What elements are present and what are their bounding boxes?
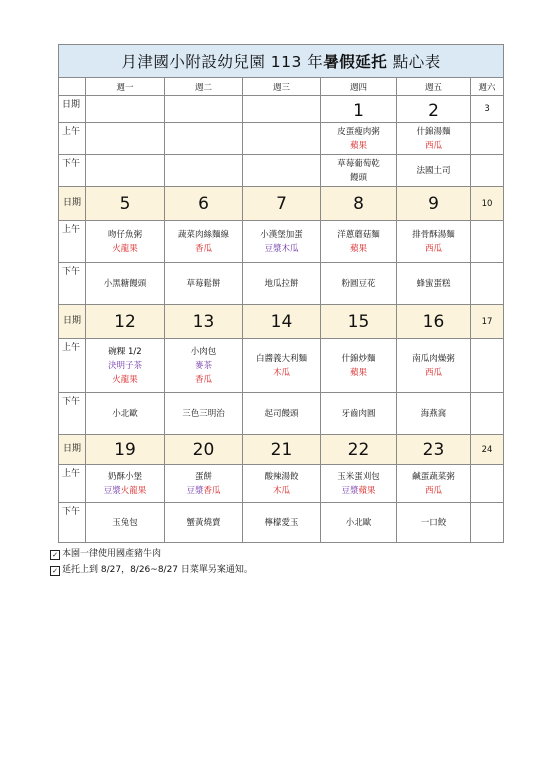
- menu-line: [86, 407, 164, 421]
- pm-cell-tue: [165, 263, 243, 305]
- menu-item: 蘋果: [349, 140, 367, 151]
- pm-cell-sat: [471, 155, 504, 187]
- row-label-pm: 下午: [59, 393, 86, 435]
- am-cell-fri: [397, 339, 471, 393]
- am-cell-tue: [165, 465, 243, 503]
- date-row: [59, 435, 504, 465]
- am-cell-wed: [243, 221, 321, 263]
- note-item: [50, 562, 253, 578]
- menu-line: [321, 407, 396, 421]
- menu-item: 牙齒肉圓: [341, 408, 376, 419]
- menu-line: [321, 277, 396, 291]
- header-mon: 週一: [86, 78, 165, 96]
- date-cell-thu: 8: [321, 187, 397, 221]
- menu-line: [86, 373, 164, 387]
- menu-line: [321, 484, 396, 498]
- date-cell-wed: [243, 96, 321, 123]
- am-cell-tue: [165, 221, 243, 263]
- snack-menu-table: [58, 44, 504, 543]
- menu-line: [397, 228, 470, 242]
- am-cell-wed: [243, 123, 321, 155]
- row-label-date: 日期: [59, 305, 86, 339]
- date-cell-tue: 20: [165, 435, 243, 465]
- row-label-am: 上午: [59, 339, 86, 393]
- note-text: 延托上到 8/27，8/26~8/27 日菜單另案通知。: [62, 565, 253, 575]
- menu-item: 小漢堡加蛋: [260, 229, 303, 240]
- snack-menu-sheet: [58, 44, 503, 543]
- title-prefix: 月津國小附設幼兒園 113 年: [121, 53, 324, 71]
- date-cell-fri: 23: [397, 435, 471, 465]
- menu-item: 皮蛋瘦肉粥: [337, 126, 380, 137]
- menu-line: [397, 277, 470, 291]
- menu-item: 蘋果: [358, 485, 376, 496]
- menu-item: 決明子茶: [107, 360, 142, 371]
- am-cell-mon: [86, 465, 165, 503]
- row-label-pm: 下午: [59, 155, 86, 187]
- date-cell-mon: [86, 96, 165, 123]
- menu-line: [165, 277, 242, 291]
- menu-line: [397, 470, 470, 484]
- menu-item: 排骨酥湯麵: [412, 229, 455, 240]
- menu-line: [165, 373, 242, 387]
- pm-cell-fri: [397, 393, 471, 435]
- date-cell-tue: 6: [165, 187, 243, 221]
- menu-item: 木瓜: [272, 485, 290, 496]
- row-label-am: 上午: [59, 221, 86, 263]
- menu-item: 香瓜: [194, 374, 212, 385]
- menu-line: [86, 277, 164, 291]
- header-corner: [59, 78, 86, 96]
- menu-item: 起司饅頭: [264, 408, 299, 419]
- date-cell-sat: 24: [471, 435, 504, 465]
- menu-line: [243, 407, 320, 421]
- menu-line: [86, 484, 164, 498]
- date-cell-tue: [165, 96, 243, 123]
- date-row: [59, 96, 504, 123]
- menu-item: 地瓜拉餅: [264, 278, 299, 289]
- menu-line: [86, 228, 164, 242]
- menu-line: [397, 352, 470, 366]
- pm-cell-thu: [321, 263, 397, 305]
- date-cell-tue: 13: [165, 305, 243, 339]
- am-cell-fri: [397, 221, 471, 263]
- pm-row: [59, 503, 504, 543]
- date-cell-fri: 9: [397, 187, 471, 221]
- pm-cell-sat: [471, 393, 504, 435]
- menu-line: [165, 345, 242, 359]
- am-cell-tue: [165, 123, 243, 155]
- menu-line: [165, 359, 242, 373]
- pm-cell-sat: [471, 503, 504, 543]
- menu-item: 小肉包: [190, 346, 217, 357]
- menu-item: 小北歐: [345, 517, 372, 528]
- menu-line: [243, 352, 320, 366]
- am-cell-thu: [321, 465, 397, 503]
- date-cell-wed: 7: [243, 187, 321, 221]
- checkbox-checked-icon: ✓: [50, 550, 60, 560]
- row-label-date: 日期: [59, 435, 86, 465]
- am-row: [59, 339, 504, 393]
- menu-line: [243, 470, 320, 484]
- am-cell-fri: [397, 465, 471, 503]
- menu-line: [321, 242, 396, 256]
- menu-line: [321, 470, 396, 484]
- menu-item: 西瓜: [424, 243, 442, 254]
- menu-line: [397, 366, 470, 380]
- pm-row: [59, 263, 504, 305]
- pm-cell-sat: [471, 263, 504, 305]
- am-cell-mon: [86, 339, 165, 393]
- pm-cell-wed: [243, 155, 321, 187]
- date-cell-mon: 5: [86, 187, 165, 221]
- date-row: [59, 305, 504, 339]
- header-tue: 週二: [165, 78, 243, 96]
- menu-line: [243, 516, 320, 530]
- menu-line: [243, 277, 320, 291]
- checkbox-checked-icon: ✓: [50, 566, 60, 576]
- menu-line: [321, 366, 396, 380]
- pm-cell-wed: [243, 263, 321, 305]
- date-cell-thu: 1: [321, 96, 397, 123]
- title-emphasis: 暑假延托: [323, 53, 388, 71]
- menu-line: [165, 484, 242, 498]
- menu-item: 南瓜肉燥粥: [412, 353, 455, 364]
- am-cell-thu: [321, 221, 397, 263]
- menu-line: [397, 484, 470, 498]
- date-cell-thu: 15: [321, 305, 397, 339]
- menu-item: 小黑糖饅頭: [103, 278, 147, 289]
- row-label-date: 日期: [59, 187, 86, 221]
- am-cell-sat: [471, 339, 504, 393]
- menu-item: 蘋果: [349, 243, 367, 254]
- menu-item: 饅頭: [349, 172, 367, 183]
- menu-item: 草莓葡萄乾: [337, 158, 380, 169]
- menu-item: 西瓜: [424, 485, 442, 496]
- pm-cell-wed: [243, 393, 321, 435]
- menu-item: 木瓜: [272, 367, 290, 378]
- menu-item: 酸辣湯餃: [264, 471, 299, 482]
- date-cell-wed: 14: [243, 305, 321, 339]
- menu-item: 什錦炒麵: [341, 353, 376, 364]
- date-cell-thu: 22: [321, 435, 397, 465]
- pm-cell-fri: [397, 263, 471, 305]
- menu-item: 火龍果: [112, 243, 138, 254]
- row-label-am: 上午: [59, 123, 86, 155]
- pm-cell-thu: [321, 155, 397, 187]
- menu-item: 豆漿: [341, 485, 359, 496]
- menu-item: 三色三明治: [182, 408, 225, 419]
- pm-cell-fri: [397, 155, 471, 187]
- menu-item: 豆漿木瓜: [264, 243, 299, 254]
- menu-line: [165, 516, 242, 530]
- row-label-am: 上午: [59, 465, 86, 503]
- am-cell-wed: [243, 465, 321, 503]
- menu-line: [86, 516, 164, 530]
- menu-line: [243, 366, 320, 380]
- menu-item: 鹹蛋蔬菜粥: [412, 471, 455, 482]
- pm-cell-thu: [321, 503, 397, 543]
- menu-line: [397, 407, 470, 421]
- menu-item: 麥茶: [194, 360, 212, 371]
- pm-cell-mon: [86, 155, 165, 187]
- row-label-date: 日期: [59, 96, 86, 123]
- header-wed: 週三: [243, 78, 321, 96]
- am-cell-fri: [397, 123, 471, 155]
- menu-item: 火龍果: [112, 374, 138, 385]
- pm-row: [59, 393, 504, 435]
- menu-item: 蛋餅: [194, 471, 212, 482]
- am-cell-sat: [471, 465, 504, 503]
- page-title: [59, 45, 504, 78]
- date-cell-wed: 21: [243, 435, 321, 465]
- date-cell-mon: 19: [86, 435, 165, 465]
- menu-line: [86, 242, 164, 256]
- menu-line: [321, 352, 396, 366]
- note-item: [50, 546, 253, 562]
- menu-item: 洋蔥蘑菇麵: [337, 229, 380, 240]
- menu-item: 小北歐: [112, 408, 138, 419]
- notes: [50, 546, 253, 578]
- am-row: [59, 465, 504, 503]
- menu-item: 香瓜: [203, 485, 221, 496]
- menu-line: [86, 470, 164, 484]
- am-cell-thu: [321, 339, 397, 393]
- title-suffix: 點心表: [387, 53, 441, 71]
- header-sat: 週六: [471, 78, 504, 96]
- menu-line: [165, 228, 242, 242]
- date-cell-fri: 16: [397, 305, 471, 339]
- row-label-pm: 下午: [59, 263, 86, 305]
- menu-item: 檸檬愛玉: [264, 517, 299, 528]
- menu-line: [86, 359, 164, 373]
- menu-item: 蜂蜜蛋糕: [416, 278, 451, 289]
- menu-line: [321, 125, 396, 139]
- menu-item: 豆漿: [103, 485, 121, 496]
- am-row: [59, 221, 504, 263]
- menu-item: 海燕窩: [420, 408, 447, 419]
- menu-line: [397, 242, 470, 256]
- am-cell-sat: [471, 221, 504, 263]
- menu-item: 火龍果: [120, 485, 147, 496]
- menu-item: 西瓜: [424, 367, 442, 378]
- menu-item: 法國土司: [416, 165, 451, 176]
- pm-cell-fri: [397, 503, 471, 543]
- menu-line: [397, 516, 470, 530]
- pm-cell-mon: [86, 393, 165, 435]
- am-cell-sat: [471, 123, 504, 155]
- menu-line: [321, 171, 396, 185]
- am-cell-thu: [321, 123, 397, 155]
- menu-line: [165, 242, 242, 256]
- menu-item: 西瓜: [424, 140, 442, 151]
- weekday-header-row: [59, 78, 504, 96]
- menu-line: [397, 164, 470, 178]
- pm-cell-wed: [243, 503, 321, 543]
- pm-cell-thu: [321, 393, 397, 435]
- menu-item: 粉圓豆花: [341, 278, 376, 289]
- menu-item: 吻仔魚粥: [107, 229, 142, 240]
- menu-item: 一口餃: [420, 517, 447, 528]
- date-cell-sat: 17: [471, 305, 504, 339]
- pm-cell-tue: [165, 393, 243, 435]
- menu-line: [397, 125, 470, 139]
- menu-item: 蘋果: [349, 367, 367, 378]
- menu-line: [321, 139, 396, 153]
- menu-item: 什錦湯麵: [416, 126, 451, 137]
- pm-cell-tue: [165, 155, 243, 187]
- menu-line: [321, 516, 396, 530]
- date-cell-sat: 3: [471, 96, 504, 123]
- am-row: [59, 123, 504, 155]
- menu-item: 玉兔包: [112, 517, 138, 528]
- menu-item: 白醬義大利麵: [255, 353, 307, 364]
- am-cell-wed: [243, 339, 321, 393]
- menu-line: [397, 139, 470, 153]
- menu-item: 香瓜: [194, 243, 212, 254]
- pm-cell-tue: [165, 503, 243, 543]
- menu-item: 豆漿: [186, 485, 204, 496]
- note-text: 本園一律使用國產豬牛肉: [62, 549, 162, 559]
- header-thu: 週四: [321, 78, 397, 96]
- menu-item: 草莓鬆餅: [186, 278, 221, 289]
- date-row: [59, 187, 504, 221]
- pm-row: [59, 155, 504, 187]
- row-label-pm: 下午: [59, 503, 86, 543]
- menu-line: [165, 470, 242, 484]
- menu-line: [243, 484, 320, 498]
- menu-item: 碗粿 1/2: [108, 346, 142, 357]
- menu-item: 蔬菜肉絲麵線: [177, 229, 229, 240]
- menu-line: [321, 157, 396, 171]
- am-cell-mon: [86, 123, 165, 155]
- date-cell-sat: 10: [471, 187, 504, 221]
- pm-cell-mon: [86, 503, 165, 543]
- menu-line: [165, 407, 242, 421]
- menu-line: [86, 345, 164, 359]
- menu-item: 蟹黃燒賣: [186, 517, 221, 528]
- menu-item: 奶酥小堡: [107, 471, 142, 482]
- header-fri: 週五: [397, 78, 471, 96]
- menu-item: 玉米蛋刈包: [337, 471, 380, 482]
- menu-line: [243, 242, 320, 256]
- date-cell-mon: 12: [86, 305, 165, 339]
- date-cell-fri: 2: [397, 96, 471, 123]
- am-cell-mon: [86, 221, 165, 263]
- pm-cell-mon: [86, 263, 165, 305]
- menu-line: [243, 228, 320, 242]
- am-cell-tue: [165, 339, 243, 393]
- menu-line: [321, 228, 396, 242]
